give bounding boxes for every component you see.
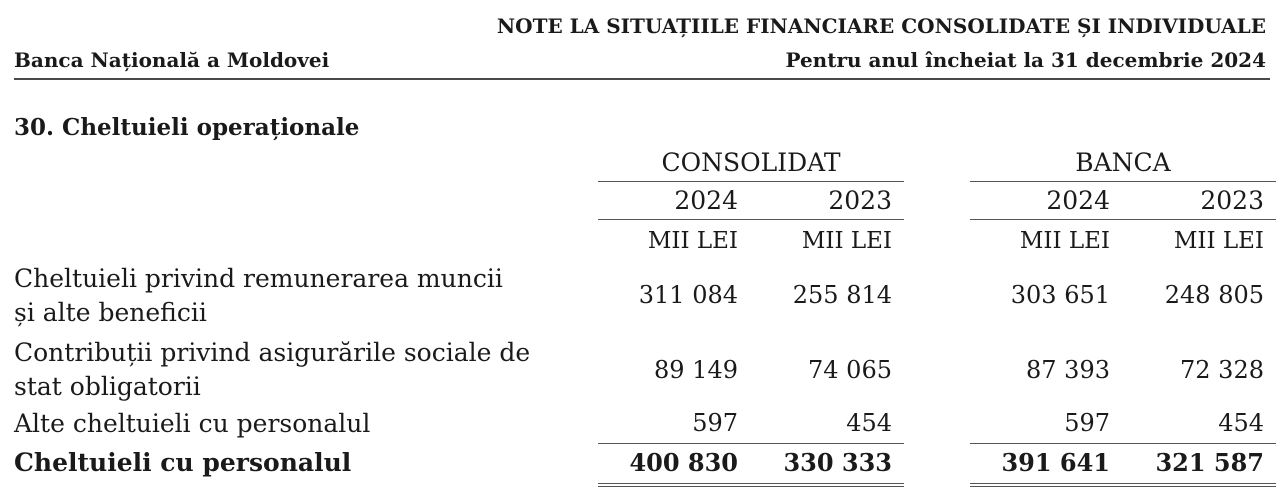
table-cell: 74 065 <box>808 356 892 384</box>
year-header: 2023 <box>1200 186 1264 215</box>
unit-header: MII LEI <box>1173 228 1264 254</box>
year-rule-bank <box>970 219 1276 220</box>
table-cell: 311 084 <box>638 281 738 309</box>
total-label: Cheltuieli cu personalul <box>14 448 352 477</box>
group-rule-bank <box>970 181 1276 182</box>
unit-header: MII LEI <box>647 228 738 254</box>
unit-header: MII LEI <box>801 228 892 254</box>
unit-header: MII LEI <box>1019 228 1110 254</box>
total-rule-consolidated <box>598 443 904 444</box>
table-cell: 87 393 <box>1026 356 1110 384</box>
notes-title: NOTE LA SITUAȚIILE FINANCIARE CONSOLIDATE ȘI INDIVIDUALE <box>496 14 1266 38</box>
group-header-bank: BANCA <box>1075 148 1171 177</box>
year-header: 2024 <box>674 186 738 215</box>
year-header: 2023 <box>828 186 892 215</box>
total-cell: 400 830 <box>629 448 738 477</box>
total-underline-bank <box>970 483 1276 484</box>
group-rule-consolidated <box>598 181 904 182</box>
table-cell: 597 <box>1064 409 1110 437</box>
total-underline-consolidated <box>598 483 904 484</box>
year-rule-consolidated <box>598 219 904 220</box>
total-cell: 391 641 <box>1001 448 1110 477</box>
row-label: Alte cheltuieli cu personalul <box>14 409 371 438</box>
total-cell: 330 333 <box>783 448 892 477</box>
total-cell: 321 587 <box>1155 448 1264 477</box>
bank-name: Banca Națională a Moldovei <box>14 48 330 72</box>
table-cell: 454 <box>1218 409 1264 437</box>
total-underline-bank-2 <box>970 486 1276 487</box>
group-header-consolidated: CONSOLIDAT <box>661 148 841 177</box>
table-cell: 72 328 <box>1180 356 1264 384</box>
row-label: și alte beneficii <box>14 298 207 327</box>
header-rule <box>14 78 1270 80</box>
total-underline-consolidated-2 <box>598 486 904 487</box>
row-label: stat obligatorii <box>14 372 201 401</box>
table-cell: 454 <box>846 409 892 437</box>
table-cell: 255 814 <box>792 281 892 309</box>
table-cell: 303 651 <box>1010 281 1110 309</box>
table-cell: 597 <box>692 409 738 437</box>
section-title: 30. Cheltuieli operaționale <box>14 114 360 141</box>
period-label: Pentru anul încheiat la 31 decembrie 2024 <box>785 48 1266 72</box>
row-label: Cheltuieli privind remunerarea muncii <box>14 264 503 293</box>
table-cell: 248 805 <box>1164 281 1264 309</box>
year-header: 2024 <box>1046 186 1110 215</box>
table-cell: 89 149 <box>654 356 738 384</box>
row-label: Contribuții privind asigurările sociale de <box>14 338 531 367</box>
total-rule-bank <box>970 443 1276 444</box>
